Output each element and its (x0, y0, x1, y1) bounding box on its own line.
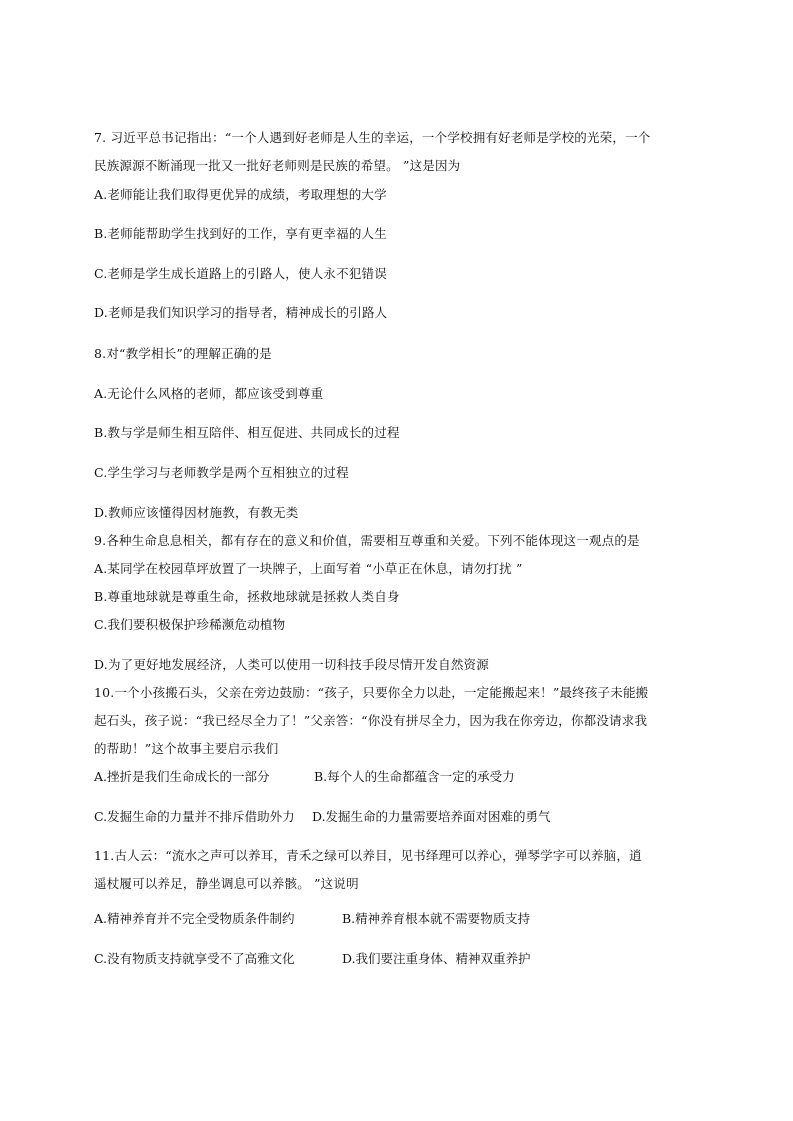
question-7-stem-line-1: 7. 习近平总书记指出：“一个人遇到好老师是人生的幸运，一个学校拥有好老师是学校的光荣，一个 (94, 130, 651, 145)
question-11-options-row-1 (94, 910, 714, 928)
question-10-option-c: C.发掘生命的力量并不排斥借助外力 (94, 809, 295, 824)
question-7-option-c: C.老师是学生成长道路上的引路人，使人永不犯错误 (94, 266, 387, 281)
question-10-options-row-1 (94, 768, 714, 786)
question-7-option-d: D.老师是我们知识学习的指导者，精神成长的引路人 (94, 305, 388, 320)
question-7-stem-line-2: 民族源源不断涌现一批又一批好老师则是民族的希望。 ”这是因为 (94, 158, 461, 173)
question-10-stem-line-1: 10.一个小孩搬石头，父亲在旁边鼓励：“孩子，只要你全力以赴，一定能搬起来！”最终孩子未能搬 (94, 685, 649, 700)
question-10-option-b: B.每个人的生命都蕴含一定的承受力 (314, 769, 515, 784)
question-11-option-d: D.我们要注重身体、精神双重养护 (342, 951, 531, 966)
question-7-option-a: A.老师能让我们取得更优异的成绩，考取理想的大学 (94, 187, 387, 202)
question-10-option-a: A.挫折是我们生命成长的一部分 (94, 769, 270, 784)
question-9-option-c: C.我们要积极保护珍稀濒危动植物 (94, 617, 286, 632)
question-10-options-row-2 (94, 808, 714, 826)
question-9-stem: 9.各种生命息息相关，都有存在的意义和价值，需要相互尊重和关爱。下列不能体现这一观点的是 (94, 533, 640, 548)
question-9-option-d: D.为了更好地发展经济，人类可以使用一切科技手段尽情开发自然资源 (94, 657, 489, 672)
question-11-option-b: B.精神养育根本就不需要物质支持 (342, 911, 531, 926)
question-10-option-d: D.发掘生命的力量需要培养面对困难的勇气 (312, 809, 551, 824)
question-8-option-a: A.无论什么风格的老师，都应该受到尊重 (94, 386, 324, 401)
question-8-option-d: D.教师应该懂得因材施教，有教无类 (94, 505, 299, 520)
question-11-stem-line-2: 遥杖履可以养足，静坐调息可以养骸。 ”这说明 (94, 876, 359, 891)
question-7-option-b: B.老师能帮助学生找到好的工作，享有更幸福的人生 (94, 226, 387, 241)
question-9-option-b: B.尊重地球就是尊重生命，拯救地球就是拯救人类自身 (94, 589, 400, 604)
question-8-option-c: C.学生学习与老师教学是两个互相独立的过程 (94, 465, 349, 480)
question-8-option-b: B.教与学是师生相互陪伴、相互促进、共同成长的过程 (94, 425, 400, 440)
question-11-option-a: A.精神养育并不完全受物质条件制约 (94, 911, 295, 926)
question-10-stem-line-3: 的帮助！”这个故事主要启示我们 (94, 741, 279, 756)
question-11-stem-line-1: 11.古人云：“流水之声可以养耳，青禾之绿可以养目，见书绎理可以养心，弹琴学字可以养脑，逍 (94, 848, 642, 863)
question-11-option-c: C.没有物质支持就享受不了高雅文化 (94, 951, 295, 966)
question-8-stem: 8.对“教学相长”的理解正确的是 (94, 346, 272, 361)
question-9-option-a: A.某同学在校园草坪放置了一块牌子，上面写着 “小草正在休息，请勿打扰 ” (94, 561, 523, 576)
question-10-stem-line-2: 起石头，孩子说：“我已经尽全力了！”父亲答：“你没有拼尽全力，因为我在你旁边，你都没请求我 (94, 713, 648, 728)
question-11-options-row-2 (94, 950, 714, 968)
